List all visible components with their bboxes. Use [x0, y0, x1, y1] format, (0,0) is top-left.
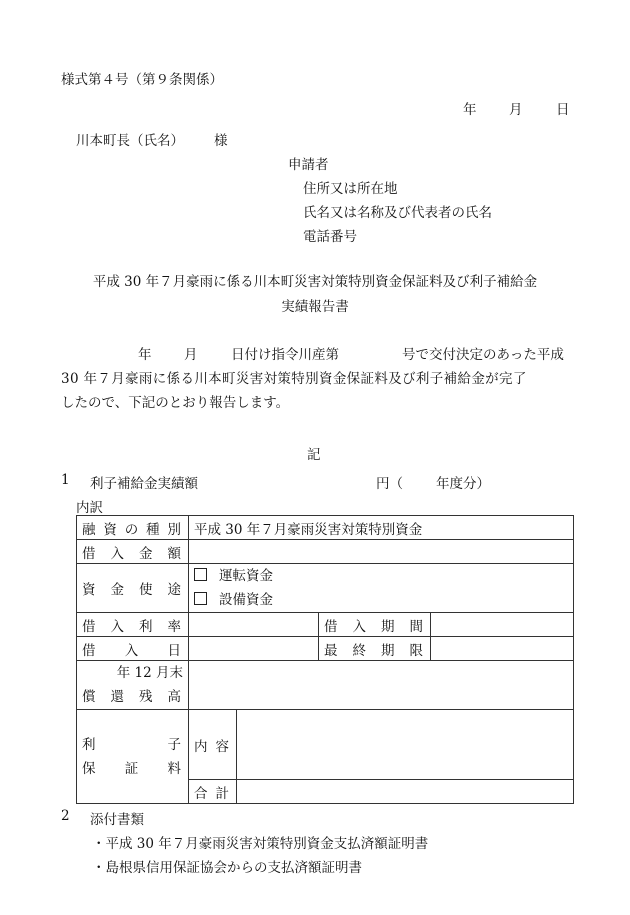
balance-label — [77, 661, 189, 710]
table-row — [77, 710, 574, 780]
body-year: 年 — [138, 347, 152, 363]
table-row — [77, 637, 574, 661]
loan-type-value: 平成 30 年７月豪雨災害対策特別資金 — [189, 516, 574, 540]
body-month: 月 — [184, 347, 198, 363]
interest-label: 利子 — [82, 736, 183, 753]
guarantee-label: 保証料 — [82, 760, 183, 777]
balance-value — [189, 661, 574, 710]
item1-label: 利子補給金実績額 — [90, 476, 198, 492]
item2-number: 2 — [61, 808, 70, 824]
usage-option-label: 運転資金 — [219, 568, 273, 584]
body-order-text: 日付け指令川産第 — [231, 347, 339, 363]
interest-guarantee-label — [77, 710, 189, 804]
usage-label: 資金使途 — [77, 564, 189, 613]
date-label: 借入日 — [77, 637, 189, 661]
balance-label-line-1: 年 12 月末 — [116, 665, 183, 681]
date-day-label: 日 — [556, 102, 570, 118]
ki-heading: 記 — [307, 447, 321, 463]
applicant-address-label: 住所又は所在地 — [303, 181, 398, 197]
table-row — [77, 564, 574, 613]
table-row — [77, 613, 574, 637]
detail-label: 内容 — [189, 710, 237, 780]
final-value — [431, 637, 574, 661]
addressee-suffix: 様 — [214, 133, 228, 149]
addressee — [76, 129, 228, 149]
attachment-item: ・平成 30 年７月豪雨災害対策特別資金支払済額証明書 — [92, 836, 429, 852]
checkbox-icon[interactable] — [194, 592, 207, 605]
amount-label: 借入金額 — [77, 540, 189, 564]
balance-label-line-2: 償還残高 — [82, 689, 183, 705]
applicant-phone-label: 電話番号 — [303, 229, 357, 245]
detail-value — [237, 710, 574, 780]
total-value — [237, 780, 574, 804]
body-line-2: 30 年７月豪雨に係る川本町災害対策特別資金保証料及び利子補給金が完了 — [61, 371, 527, 387]
total-label: 合計 — [189, 780, 237, 804]
rate-value — [189, 613, 319, 637]
date-month-label: 月 — [509, 102, 523, 118]
period-value — [431, 613, 574, 637]
body-decision-text: 号で交付決定のあった平成 — [402, 347, 564, 363]
final-label: 最終期限 — [319, 637, 431, 661]
document-title-line-2: 実績報告書 — [281, 299, 349, 315]
usage-option-operating[interactable] — [194, 564, 568, 588]
checkbox-icon[interactable] — [194, 568, 207, 581]
body-line-3: したので、下記のとおり報告します。 — [61, 395, 290, 411]
breakdown-label: 内訳 — [76, 500, 103, 516]
usage-option-equipment[interactable] — [194, 588, 568, 612]
applicant-name-label: 氏名又は名称及び代表者の氏名 — [303, 205, 492, 221]
table-row — [77, 540, 574, 564]
detail-table — [76, 515, 574, 804]
applicant-heading: 申請者 — [288, 157, 329, 173]
table-row — [77, 516, 574, 540]
rate-label: 借入利率 — [77, 613, 189, 637]
form-number: 様式第４号（第９条関係） — [61, 72, 223, 88]
date-value — [189, 637, 319, 661]
item1-fiscal-year: 年度分） — [436, 476, 490, 492]
period-label: 借入期間 — [319, 613, 431, 637]
amount-value — [189, 540, 574, 564]
item1-yen: 円（ — [376, 476, 403, 492]
loan-type-label: 融資の種別 — [77, 516, 189, 540]
usage-options — [189, 564, 574, 613]
table-row — [77, 661, 574, 710]
item1-number: 1 — [61, 472, 70, 488]
date-year-label: 年 — [463, 102, 477, 118]
addressee-name: 川本町長（氏名） — [76, 133, 184, 149]
document-title-line-1: 平成 30 年７月豪雨に係る川本町災害対策特別資金保証料及び利子補給金 — [92, 274, 538, 290]
item2-label: 添付書類 — [90, 812, 144, 828]
attachment-item: ・島根県信用保証協会からの支払済額証明書 — [92, 860, 362, 876]
usage-option-label: 設備資金 — [219, 592, 273, 608]
